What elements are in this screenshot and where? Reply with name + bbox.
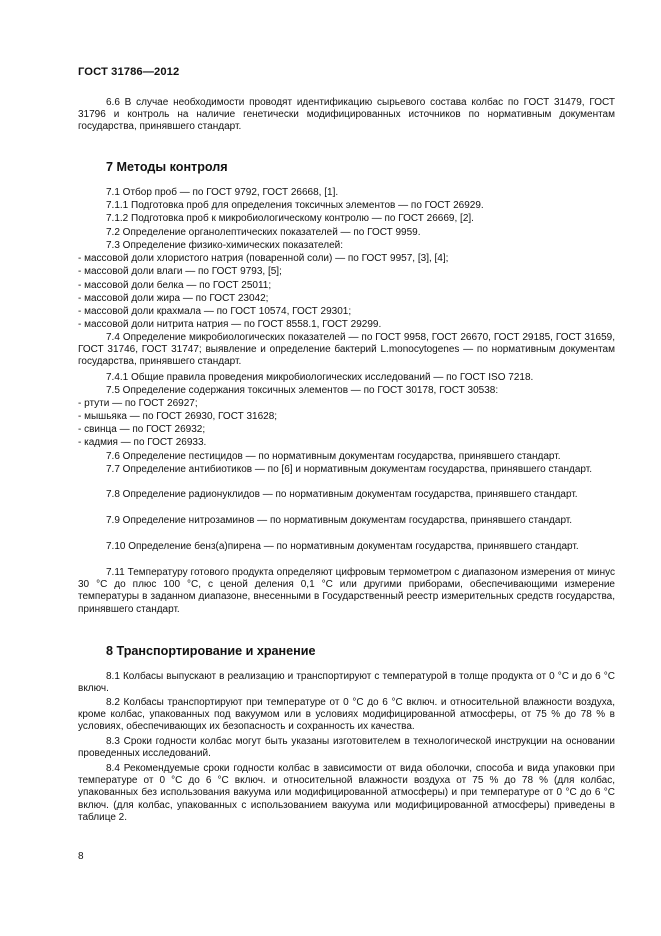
clause-7-5: 7.5 Определение содержания токсичных элементов — по ГОСТ 30178, ГОСТ 30538:: [106, 385, 499, 396]
clause-7-1-2: 7.1.2 Подготовка проб к микробиологическому контролю — по ГОСТ 26669, [2].: [106, 213, 474, 224]
clause-7-3: 7.3 Определение физико-химических показателей:: [106, 240, 344, 251]
list-item: - кадмия — по ГОСТ 26933.: [78, 437, 207, 448]
section-7-title: 7 Методы контроля: [106, 160, 228, 174]
list-item: - массовой доли хлористого натрия (поваренной соли) — по ГОСТ 9957, [3], [4];: [78, 253, 449, 264]
clause-7-4: 7.4 Определение микробиологических показателей — по ГОСТ 9958, ГОСТ 26670, ГОСТ 29185, ГОСТ 31659, ГОСТ 31746, ГОСТ 31747; выявление и определение бактерий L.monocytogenes — по нормативным документам государства, принявшего стандарт.: [78, 332, 615, 368]
paragraph-6-6: 6.6 В случае необходимости проводят идентификацию сырьевого состава колбас по ГОСТ 31479, ГОСТ 31796 и контроль на наличие генетически модифицированных источников по нормативным документам государства, принявшего стандарт.: [78, 97, 615, 133]
clause-7-8: 7.8 Определение радионуклидов — по нормативным документам государства, принявшего стандарт.: [106, 489, 578, 500]
section-8-title: 8 Транспортирование и хранение: [106, 644, 316, 658]
clause-7-4-1: 7.4.1 Общие правила проведения микробиологических исследований — по ГОСТ ISO 7218.: [106, 372, 534, 383]
clause-7-7: 7.7 Определение антибиотиков — по [6] и нормативным документам государства, принявшего стандарт.: [106, 464, 593, 475]
clause-8-3: 8.3 Сроки годности колбас могут быть указаны изготовителем в технологической инструкции на основании проведенных исследований.: [78, 736, 615, 760]
page-number: 8: [78, 851, 84, 862]
list-item: - массовой доли жира — по ГОСТ 23042;: [78, 293, 269, 304]
list-item: - мышьяка — по ГОСТ 26930, ГОСТ 31628;: [78, 411, 278, 422]
clause-7-1: 7.1 Отбор проб — по ГОСТ 9792, ГОСТ 26668, [1].: [106, 187, 339, 198]
clause-8-2: 8.2 Колбасы транспортируют при температуре от 0 °С до 6 °С включ. и относительной влажности воздуха, кроме колбас, упакованных под вакуумом или в условиях модифицированной атмосферы, от 75 % до 78 % в условиях, обеспечивающих их безопасность и сохранность их качества.: [78, 697, 615, 733]
clause-7-9: 7.9 Определение нитрозаминов — по нормативным документам государства, принявшего стандарт.: [106, 515, 573, 526]
list-item: - массовой доли крахмала — по ГОСТ 10574, ГОСТ 29301;: [78, 306, 352, 317]
list-item: - массовой доли влаги — по ГОСТ 9793, [5];: [78, 266, 282, 277]
list-item: - массовой доли белка — по ГОСТ 25011;: [78, 280, 272, 291]
list-item: - ртути — по ГОСТ 26927;: [78, 398, 198, 409]
document-header: ГОСТ 31786—2012: [78, 66, 180, 78]
clause-7-1-1: 7.1.1 Подготовка проб для определения токсичных элементов — по ГОСТ 26929.: [106, 200, 484, 211]
clause-7-10: 7.10 Определение бенз(а)пирена — по нормативным документам государства, принявшего стандарт.: [106, 541, 579, 552]
clause-7-11: 7.11 Температуру готового продукта определяют цифровым термометром с диапазоном измерения от минус 30 °С до плюс 100 °С, с ценой деления 0,1 °С или другими приборами, обеспечивающими измерение температуры в заданном диапазоне, внесенными в Государственный реестр измерительных средств государства, принявшего стандарт.: [78, 567, 615, 615]
clause-7-6: 7.6 Определение пестицидов — по нормативным документам государства, принявшего стандарт.: [106, 451, 561, 462]
list-item: - свинца — по ГОСТ 26932;: [78, 424, 206, 435]
clause-8-4: 8.4 Рекомендуемые сроки годности колбас в зависимости от вида оболочки, способа и вида упаковки при температуре от 0 °С до 6 °С включ. и относительной влажности воздуха от 75 % до 78 % (для колбас, упакованных без использования вакуума или модифицированной атмосферы) и при температуре от 0 °С до 6 °С включ. (для колбас, упакованных с использованием вакуума или модифицированной атмосферы) приведены в таблице 2.: [78, 763, 615, 823]
clause-7-2: 7.2 Определение органолептических показателей — по ГОСТ 9959.: [106, 227, 421, 238]
list-item: - массовой доли нитрита натрия — по ГОСТ 8558.1, ГОСТ 29299.: [78, 319, 382, 330]
clause-8-1: 8.1 Колбасы выпускают в реализацию и транспортируют с температурой в толще продукта от 0 °С и до 6 °С включ.: [78, 671, 615, 695]
